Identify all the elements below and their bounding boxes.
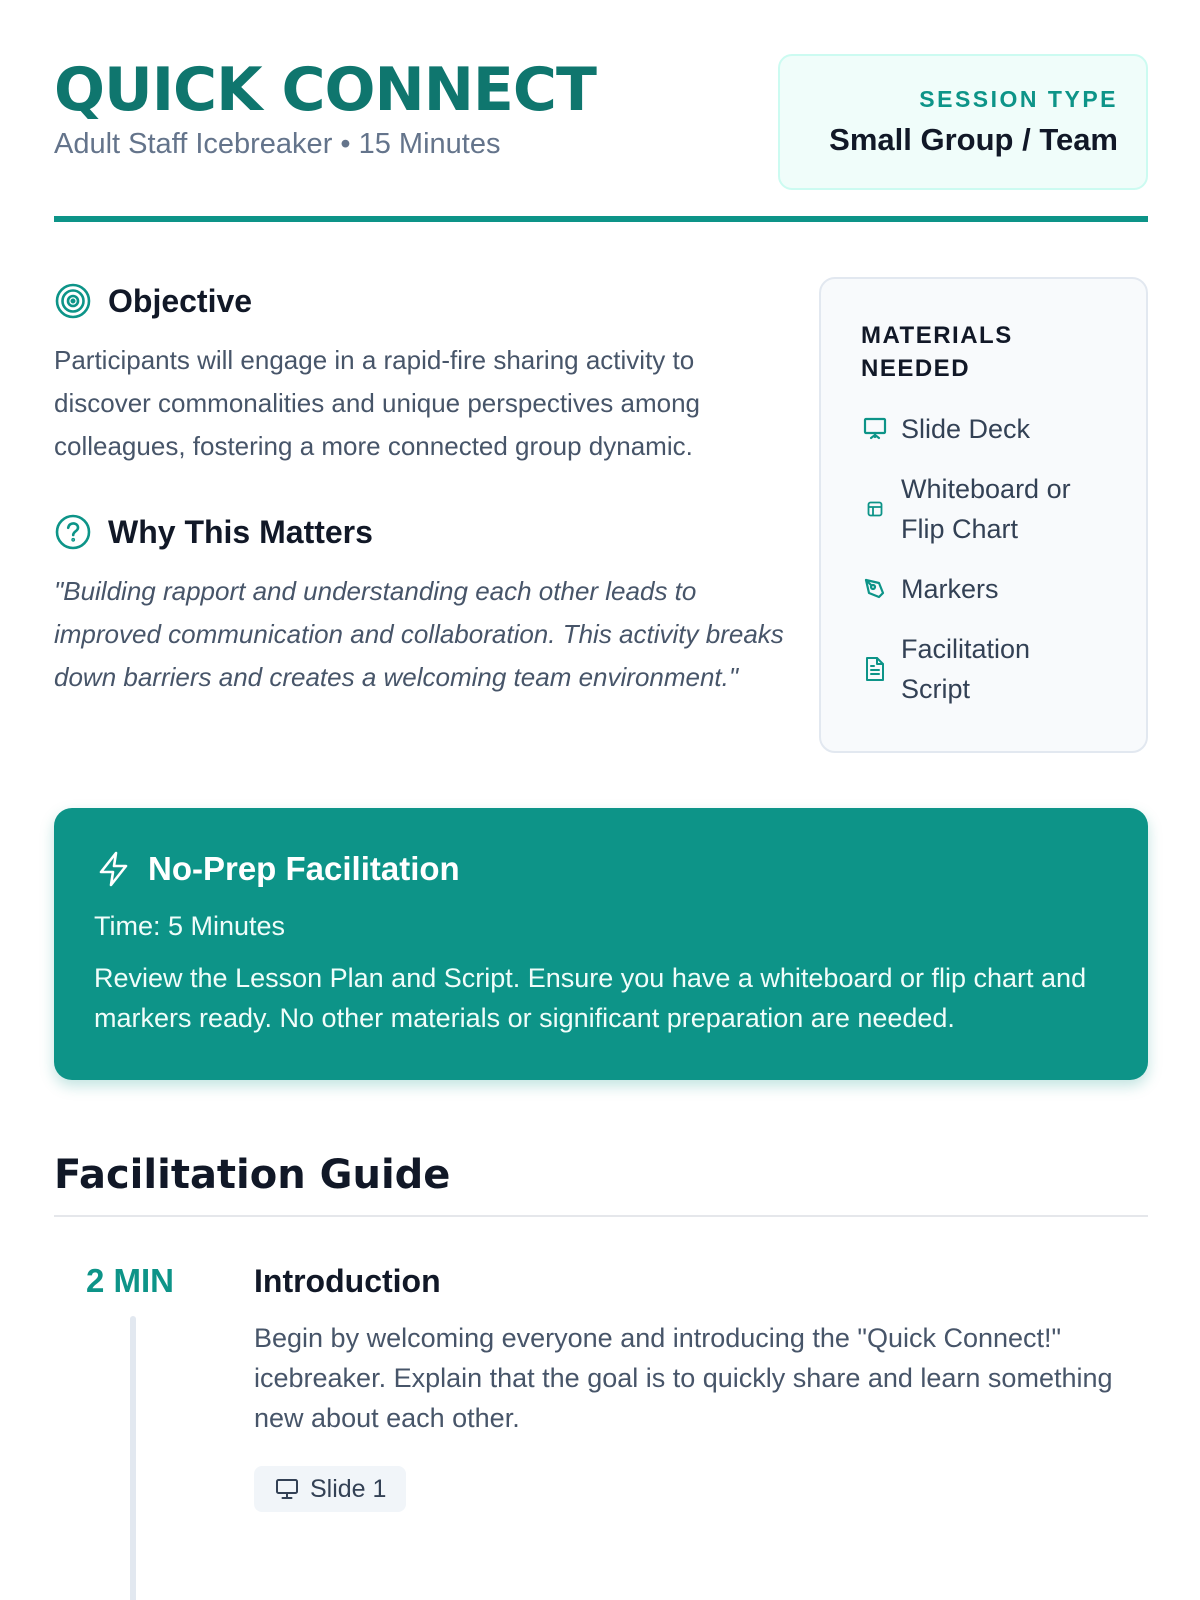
step-text: Begin by welcoming everyone and introducing the "Quick Connect!" icebreaker. Explain that the goal is to quickly share and learn something new about each other. [254,1323,1113,1433]
materials-list [861,409,1146,709]
session-type-label: SESSION TYPE [919,86,1118,112]
document-icon [861,655,889,683]
material-label: Whiteboard or Flip Chart [901,474,1071,544]
why-heading [54,512,373,552]
session-type-value: Small Group / Team [829,122,1118,157]
step-title: Introduction [254,1263,441,1299]
banner-text: Review the Lesson Plan and Script. Ensure you have a whiteboard or flip chart and markers ready. No other materials or significant preparation are needed. [94,963,1087,1033]
step-time: 2 MIN [86,1262,175,1299]
material-label: Slide Deck [901,414,1031,444]
header [54,52,1148,222]
materials-card [819,277,1148,753]
slide-chip[interactable] [254,1466,406,1512]
material-label: Facilitation Script [901,634,1031,704]
session-type-card [778,54,1148,190]
why-text: "Building rapport and understanding each other leads to improved communication and collaboration. This activity breaks down barriers and creates a welcoming team environment." [54,576,784,692]
banner-heading [94,848,1108,890]
no-prep-banner [54,808,1148,1080]
banner-title: No-Prep Facilitation [148,850,460,887]
material-label: Markers [901,574,999,604]
marker-icon [861,575,889,603]
materials-title: MATERIALS NEEDED [861,322,1013,382]
header-divider [54,216,1148,222]
material-item-slide-deck [861,409,1146,449]
target-icon [54,282,92,320]
objective-text: Participants will engage in a rapid-fire sharing activity to discover commonalities and unique perspectives among colleagues, fostering a more connected group dynamic. [54,345,701,461]
lightning-icon [94,849,134,889]
guide-divider [54,1215,1148,1217]
material-item-script [861,629,1146,709]
guide-title: Facilitation Guide [54,1152,451,1198]
question-circle-icon [54,513,92,551]
banner-time: Time: 5 Minutes [94,911,286,941]
page-title: QUICK CONNECT [54,55,596,125]
material-item-markers [861,569,1146,609]
presentation-icon [861,415,889,443]
whiteboard-icon [861,495,889,523]
timeline-line [130,1316,136,1600]
page-subtitle: Adult Staff Icebreaker • 15 Minutes [54,128,501,160]
monitor-icon [274,1475,302,1503]
objective-heading [54,281,252,321]
objective-title: Objective [108,283,253,319]
material-item-whiteboard [861,469,1146,549]
why-title: Why This Matters [108,514,373,550]
slide-label: Slide 1 [310,1474,387,1503]
